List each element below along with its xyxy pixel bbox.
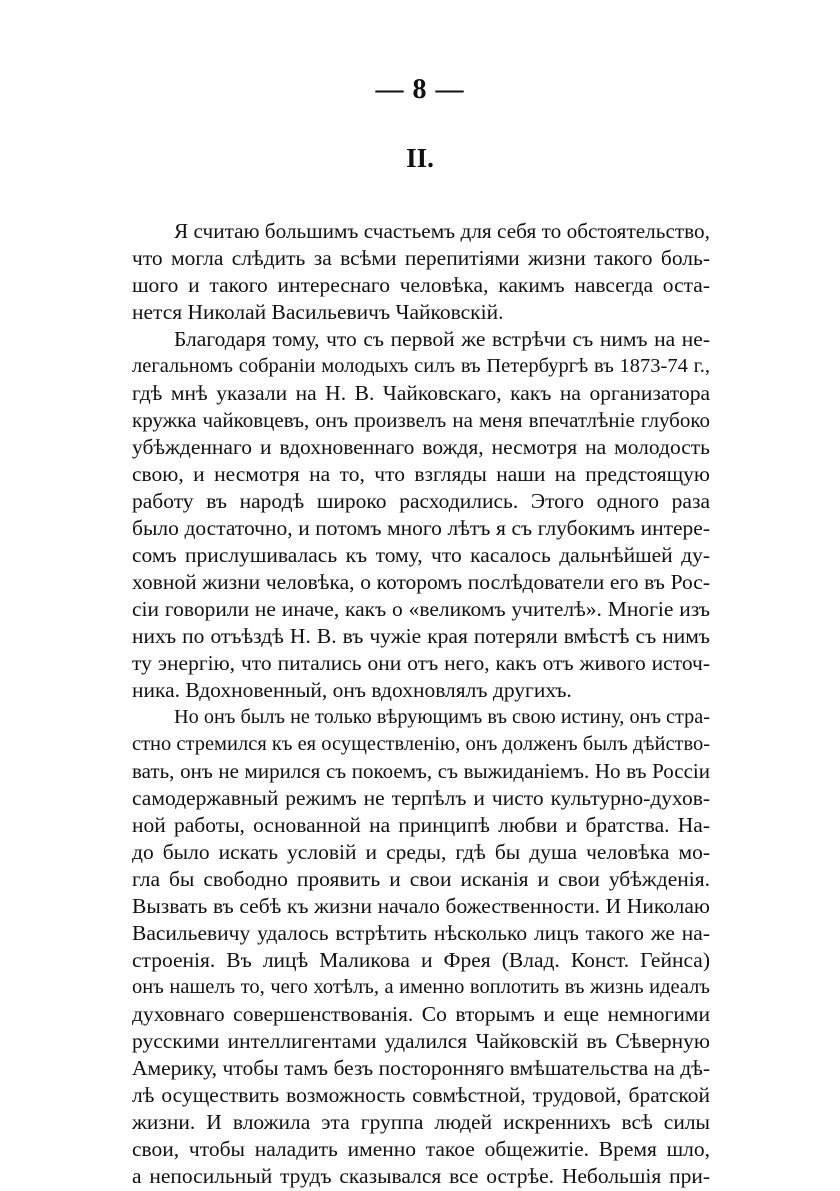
text-line: свою, и несмотря на то, что взгляды наши на предстоящую: [132, 462, 710, 486]
text-line: русскими интеллигентами удалился Чайковскій въ Сѣверную: [132, 1029, 710, 1053]
text-line: вать, онъ не мирился съ покоемъ, съ выжиданіемъ. Но въ Россіи: [132, 759, 710, 783]
text-line: Васильевичу удалось встрѣтить нѣсколько лицъ такого же на-: [132, 921, 710, 945]
text-line: онъ нашелъ то, чего хотѣлъ, а именно воплотить въ жизнь идеалъ: [132, 976, 710, 998]
text-line: убѣжденнаго и вдохновеннаго вождя, несмотря на молодость: [132, 435, 710, 459]
text-line: гдѣ мнѣ указали на Н. В. Чайковскаго, какъ на организатора: [132, 381, 710, 405]
text-line: ту энергію, что питались они отъ него, какъ отъ живого источ-: [132, 651, 710, 675]
body-text: [132, 218, 710, 1190]
text-line: нихъ по отъѣздѣ Н. В. въ чужіе края потеряли вмѣстѣ съ нимъ: [132, 624, 710, 648]
text-line: что могла слѣдить за всѣми перепитіями жизни такого боль-: [132, 246, 710, 270]
chapter-heading: II.: [406, 143, 434, 173]
text-line: Вызвать въ себѣ къ жизни начало божественности. И Николаю: [132, 894, 710, 918]
text-line: а непосильный трудъ сказывался все острѣе. Небольшія при-: [132, 1164, 710, 1188]
text-line: сіи говорили не иначе, какъ о «великомъ учителѣ». Многіе изъ: [132, 597, 710, 621]
page-number: — 8 —: [375, 74, 465, 105]
text-line: до было искать условій и среды, гдѣ бы душа человѣка мо-: [132, 840, 710, 864]
text-line: работу въ народѣ широко расходились. Этого одного раза: [132, 489, 710, 513]
text-line: легальномъ собраніи молодыхъ силъ въ Петербургѣ въ 1873-74 г.,: [132, 355, 710, 377]
text-line: самодержавный режимъ не терпѣлъ и чисто культурно-духов-: [132, 786, 710, 810]
text-line: гла бы свободно проявить и свои исканія и свои убѣжденія.: [132, 867, 710, 891]
text-line: ника. Вдохновенный, онъ вдохновлялъ другихъ.: [132, 678, 572, 702]
text-line: жизни. И вложила эта группа людей искреннихъ всѣ силы: [132, 1110, 710, 1134]
text-line: свои, чтобы наладить именно такое общежитіе. Время шло,: [132, 1137, 710, 1161]
text-line: духовнаго совершенствованія. Со вторымъ и еще немногими: [132, 1002, 710, 1026]
text-line: шого и такого интереснаго человѣка, какимъ навсегда оста-: [132, 273, 710, 297]
text-line: Но онъ былъ не только вѣрующимъ въ свою истину, онъ стра-: [174, 706, 710, 728]
text-line: стно стремился къ ея осуществленію, онъ долженъ былъ дѣйство-: [132, 733, 711, 755]
text-line: ной работы, основанной на принципѣ любви и братства. На-: [132, 813, 710, 837]
text-line: Я считаю большимъ счастьемъ для себя то обстоятельство,: [174, 219, 710, 243]
text-line: строенія. Въ лицѣ Маликова и Фрея (Влад. Конст. Гейнса): [132, 948, 710, 972]
text-line: было достаточно, и потомъ много лѣтъ я съ глубокимъ интере-: [132, 516, 710, 540]
text-line: ховной жизни человѣка, о которомъ послѣдователи его въ Рос-: [132, 570, 710, 594]
text-line: нется Николай Васильевичъ Чайковскій.: [132, 300, 504, 324]
text-line: Америку, чтобы тамъ безъ посторонняго вмѣшательства на дѣ-: [132, 1056, 710, 1080]
text-line: Благодаря тому, что съ первой же встрѣчи съ нимъ на не-: [174, 327, 710, 351]
text-line: сомъ прислушивалась къ тому, что касалось дальнѣйшей ду-: [132, 543, 710, 567]
text-line: лѣ осуществить возможность совмѣстной, трудовой, братской: [132, 1083, 710, 1107]
text-line: кружка чайковцевъ, онъ произвелъ на меня впечатлѣніе глубоко: [132, 408, 710, 432]
